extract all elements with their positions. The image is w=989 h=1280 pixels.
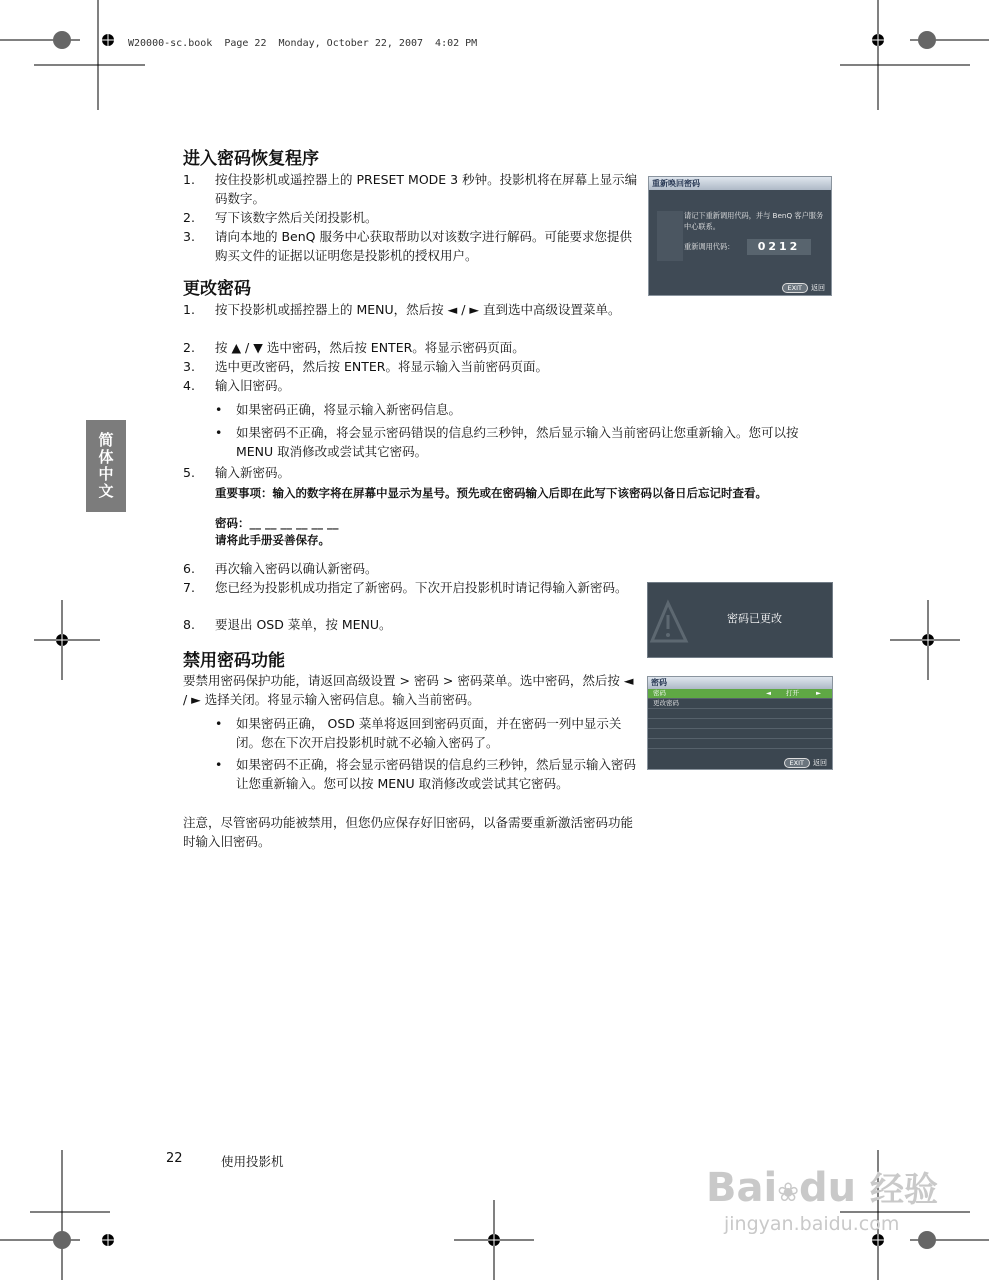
osd-recall-password-screen xyxy=(648,176,832,296)
language-side-tab: 简体中文 xyxy=(86,420,126,512)
lock-graphic-icon xyxy=(657,201,685,271)
list-item: 1. 按下投影机或摇控器上的 MENU，然后按 ◄ / ► 直到选中高级设置菜单。 xyxy=(183,302,621,317)
paw-icon: ❀ xyxy=(777,1178,799,1208)
osd-password-changed-screen xyxy=(647,582,833,658)
baidu-watermark-url: jingyan.baidu.com xyxy=(724,1213,900,1235)
warning-icon xyxy=(648,597,690,643)
page-number: 22 xyxy=(166,1151,183,1166)
list-item: 8. 要退出 OSD 菜单，按 MENU。 xyxy=(183,617,392,632)
osd-title: 重新唤回密码 xyxy=(649,177,831,190)
bullet-item: • 如果密码不正确，将会显示密码错误的信息约三秒钟，然后显示输入当前密码让您重新输入。您可以按 MENU 取消修改或尝试其它密码。 xyxy=(215,425,799,459)
osd-recall-code: 0212 xyxy=(747,239,811,255)
list-item: 5. 输入新密码。 xyxy=(183,465,291,480)
bullet-item: • 如果密码正确， OSD 菜单将返回到密码页面，并在密码一列中显示关闭。您在下次开启投影机时就不必输入密码了。 xyxy=(215,716,622,750)
heading-password-recovery: 进入密码恢复程序 xyxy=(183,149,319,169)
osd-menu-row-change-password[interactable]: 更改密码 xyxy=(648,699,832,709)
list-item: 2. 写下该数字然后关闭投影机。 xyxy=(183,210,378,225)
osd-exit-hint: EXIT 返回 xyxy=(784,758,827,768)
baidu-watermark: Bai❀du 经验 xyxy=(706,1165,939,1211)
heading-disable-password: 禁用密码功能 xyxy=(183,651,285,671)
osd-message: 请记下重新调用代码，并与 BenQ 客户服务中心联系。 xyxy=(684,211,824,231)
list-item: 7. 您已经为投影机成功指定了新密码。下次开启投影机时请记得输入新密码。 xyxy=(183,580,628,595)
list-item: 2. 按 ▲ / ▼ 选中密码，然后按 ENTER。将显示密码页面。 xyxy=(183,340,525,355)
list-item: 6. 再次输入密码以确认新密码。 xyxy=(183,561,378,576)
osd-code-label: 重新调用代码： xyxy=(684,242,735,251)
osd-menu-row-password[interactable]: 密码 ◄ 打开 ► xyxy=(648,689,832,699)
important-note: 重要事项：输入的数字将在屏幕中显示为星号。预先或在密码输入后即在此写下该密码以备日后忘记时查看。 xyxy=(215,486,767,500)
osd-title: 密码 xyxy=(648,677,832,689)
list-item: 1. 按住投影机或遥控器上的 PRESET MODE 3 秒钟。投影机将在屏幕上显示编码数字。 xyxy=(183,172,638,206)
osd-exit-hint: EXIT 返回 xyxy=(782,283,825,293)
list-item: 4. 输入旧密码。 xyxy=(183,378,291,393)
osd-message: 密码已更改 xyxy=(727,612,782,625)
left-arrow-icon: ◄ xyxy=(766,689,771,697)
right-arrow-icon: ► xyxy=(816,689,821,697)
list-item: 3. 请向本地的 BenQ 服务中心获取帮助以对该数字进行解码。可能要求您提供购买文件的证据以证明您是投影机的授权用户。 xyxy=(183,229,632,263)
keep-manual-note: 请将此手册妥善保存。 xyxy=(215,533,330,547)
osd-password-menu-screen xyxy=(647,676,833,770)
list-item: 3. 选中更改密码，然后按 ENTER。将显示输入当前密码页面。 xyxy=(183,359,548,374)
print-header-meta: W20000-sc.book Page 22 Monday, October 22, 2007 4:02 PM xyxy=(128,38,478,49)
bullet-item: • 如果密码正确，将显示输入新密码信息。 xyxy=(215,402,462,417)
paragraph-note: 注意，尽管密码功能被禁用，但您仍应保存好旧密码，以备需要重新激活密码功能时输入旧密码。 xyxy=(183,815,634,849)
paragraph-disable-intro: 要禁用密码保护功能，请返回高级设置 > 密码 > 密码菜单。选中密码，然后按 ◄ / ► 选择关闭。将显示输入密码信息。输入当前密码。 xyxy=(183,673,634,707)
bullet-item: • 如果密码不正确，将会显示密码错误的信息约三秒钟，然后显示输入密码让您重新输入。您可以按 MENU 取消修改或尝试其它密码。 xyxy=(215,757,637,791)
heading-change-password: 更改密码 xyxy=(183,279,251,299)
password-write-line: 密码：__ __ __ __ __ __ xyxy=(215,516,339,530)
footer-section-title: 使用投影机 xyxy=(221,1154,284,1169)
